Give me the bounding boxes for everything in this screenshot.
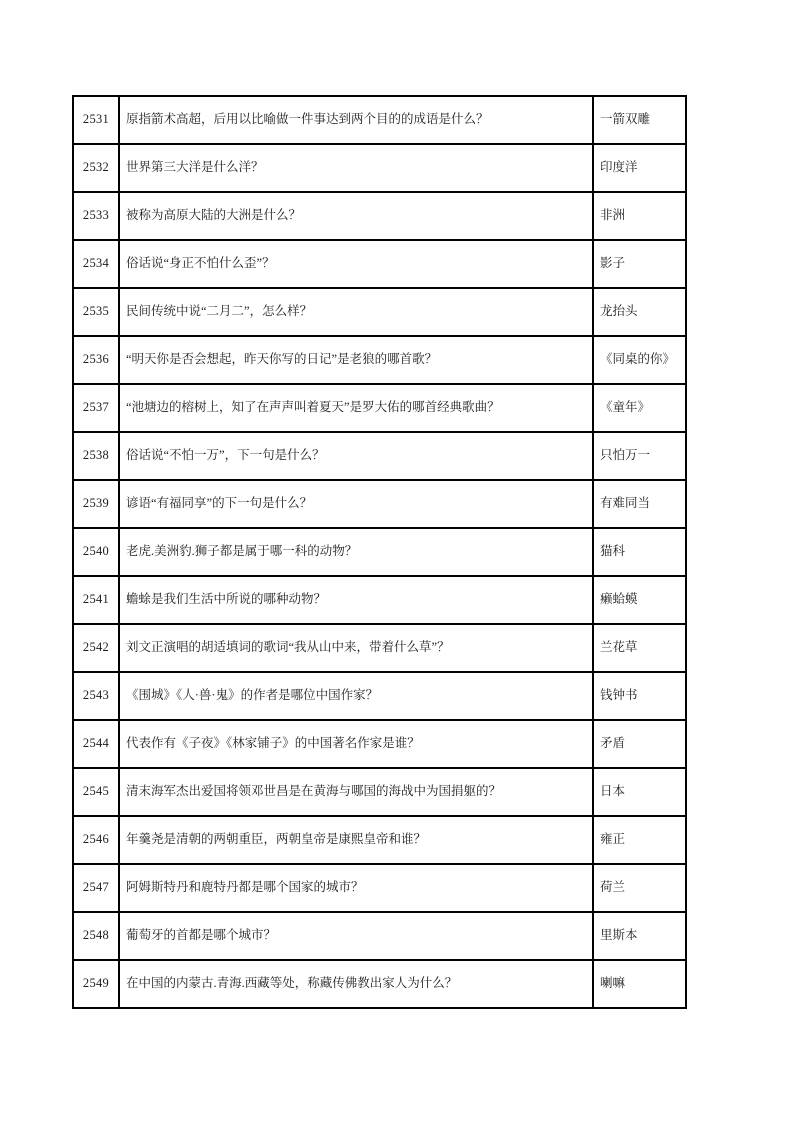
answer-text-cell: 矛盾 [593, 720, 686, 768]
table-row [73, 624, 686, 672]
table-row [73, 96, 686, 144]
answer-text-cell: 猫科 [593, 528, 686, 576]
answer-text-cell: 兰花草 [593, 624, 686, 672]
question-text-cell: 原指箭术高超，后用以比喻做一件事达到两个目的的成语是什么？ [119, 96, 593, 144]
answer-text-cell: 喇嘛 [593, 960, 686, 1008]
answer-text-cell: 荷兰 [593, 864, 686, 912]
table-row [73, 480, 686, 528]
question-text-cell: 俗话说“身正不怕什么歪”？ [119, 240, 593, 288]
answer-text-cell: 雍正 [593, 816, 686, 864]
answer-text-cell: 癞蛤蟆 [593, 576, 686, 624]
question-number-cell: 2544 [73, 720, 119, 768]
question-text-cell: 《围城》《人·兽·鬼》的作者是哪位中国作家？ [119, 672, 593, 720]
answer-text-cell: 龙抬头 [593, 288, 686, 336]
question-number-cell: 2535 [73, 288, 119, 336]
table-row [73, 240, 686, 288]
table-row [73, 816, 686, 864]
question-text-cell: 清末海军杰出爱国将领邓世昌是在黄海与哪国的海战中为国捐躯的？ [119, 768, 593, 816]
question-number-cell: 2538 [73, 432, 119, 480]
question-text-cell: 谚语“有福同享”的下一句是什么？ [119, 480, 593, 528]
answer-text-cell: 《童年》 [593, 384, 686, 432]
question-text-cell: 刘文正演唱的胡适填词的歌词“我从山中来，带着什么草”？ [119, 624, 593, 672]
question-text-cell: 在中国的内蒙古.青海.西藏等处，称藏传佛教出家人为什么？ [119, 960, 593, 1008]
answer-text-cell: 印度洋 [593, 144, 686, 192]
question-number-cell: 2547 [73, 864, 119, 912]
question-text-cell: 老虎.美洲豹.狮子都是属于哪一科的动物？ [119, 528, 593, 576]
table-row [73, 528, 686, 576]
question-number-cell: 2543 [73, 672, 119, 720]
answer-text-cell: 非洲 [593, 192, 686, 240]
table-row [73, 672, 686, 720]
question-text-cell: “池塘边的榕树上，知了在声声叫着夏天”是罗大佑的哪首经典歌曲？ [119, 384, 593, 432]
question-number-cell: 2533 [73, 192, 119, 240]
answer-text-cell: 有难同当 [593, 480, 686, 528]
question-number-cell: 2546 [73, 816, 119, 864]
table-row [73, 192, 686, 240]
table-row [73, 576, 686, 624]
table-row [73, 384, 686, 432]
question-number-cell: 2542 [73, 624, 119, 672]
question-text-cell: 俗话说“不怕一万”，下一句是什么？ [119, 432, 593, 480]
question-text-cell: 民间传统中说“二月二”，怎么样？ [119, 288, 593, 336]
question-number-cell: 2531 [73, 96, 119, 144]
table-row [73, 960, 686, 1008]
answer-text-cell: 里斯本 [593, 912, 686, 960]
answer-text-cell: 一箭双雕 [593, 96, 686, 144]
table-row [73, 768, 686, 816]
question-text-cell: 阿姆斯特丹和鹿特丹都是哪个国家的城市？ [119, 864, 593, 912]
table-row [73, 912, 686, 960]
answer-text-cell: 《同桌的你》 [593, 336, 686, 384]
answer-text-cell: 日本 [593, 768, 686, 816]
qa-table [72, 95, 687, 1009]
question-number-cell: 2549 [73, 960, 119, 1008]
answer-text-cell: 钱钟书 [593, 672, 686, 720]
question-number-cell: 2545 [73, 768, 119, 816]
question-text-cell: 蟾蜍是我们生活中所说的哪种动物？ [119, 576, 593, 624]
question-number-cell: 2536 [73, 336, 119, 384]
qa-table-body [73, 96, 686, 1008]
table-row [73, 864, 686, 912]
question-text-cell: 世界第三大洋是什么洋？ [119, 144, 593, 192]
table-row [73, 720, 686, 768]
answer-text-cell: 影子 [593, 240, 686, 288]
table-row [73, 432, 686, 480]
question-number-cell: 2539 [73, 480, 119, 528]
table-row [73, 144, 686, 192]
table-row [73, 336, 686, 384]
question-number-cell: 2548 [73, 912, 119, 960]
question-text-cell: 被称为高原大陆的大洲是什么？ [119, 192, 593, 240]
question-number-cell: 2537 [73, 384, 119, 432]
question-number-cell: 2541 [73, 576, 119, 624]
answer-text-cell: 只怕万一 [593, 432, 686, 480]
question-text-cell: “明天你是否会想起，昨天你写的日记”是老狼的哪首歌？ [119, 336, 593, 384]
table-row [73, 288, 686, 336]
question-number-cell: 2534 [73, 240, 119, 288]
question-text-cell: 年羹尧是清朝的两朝重臣，两朝皇帝是康熙皇帝和谁？ [119, 816, 593, 864]
question-number-cell: 2540 [73, 528, 119, 576]
question-number-cell: 2532 [73, 144, 119, 192]
question-text-cell: 代表作有《子夜》《林家铺子》的中国著名作家是谁？ [119, 720, 593, 768]
question-text-cell: 葡萄牙的首都是哪个城市？ [119, 912, 593, 960]
